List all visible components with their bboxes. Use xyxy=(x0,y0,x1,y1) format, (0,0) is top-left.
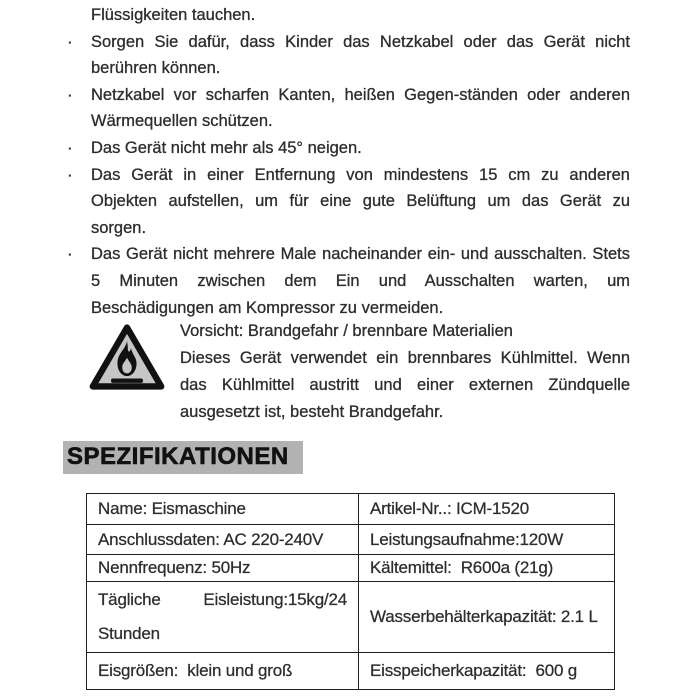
warning-line: Dieses Gerät verwendet ein brennbares Kühlmittel. Wenn xyxy=(180,348,630,367)
cell-nennfrequenz: Nennfrequenz: 50Hz xyxy=(87,555,359,582)
list-item-line: Das Gerät nicht mehr als 45° neigen. xyxy=(91,138,362,157)
list-item xyxy=(67,135,630,162)
specifications-table xyxy=(86,493,615,690)
table-row xyxy=(87,525,615,555)
bullet-marker: · xyxy=(67,137,73,157)
list-item-line: Flüssigkeiten tauchen. xyxy=(91,6,256,24)
list-item-line: Das Gerät in einer Entfernung von mindestens 15 cm zu anderen xyxy=(91,165,630,184)
list-item-line: berühren können. xyxy=(91,59,221,78)
specifications-table-wrap xyxy=(86,493,615,690)
list-item xyxy=(67,241,630,321)
list-item-line: Objekten aufstellen, um für eine gute Belüftung um das Gerät zu xyxy=(91,192,630,211)
safety-instructions-list xyxy=(0,2,700,321)
cell-name: Name: Eismaschine xyxy=(87,494,359,525)
cell-kaeltemittel: Kältemittel: R600a (21g) xyxy=(359,555,615,582)
cell-anschlussdaten: Anschlussdaten: AC 220-240V xyxy=(87,525,359,555)
bullet-marker: · xyxy=(67,164,73,184)
table-row xyxy=(87,494,615,525)
bullet-marker: · xyxy=(67,31,73,51)
bullet-marker: · xyxy=(67,84,73,104)
list-item-line: Sorgen Sie dafür, dass Kinder das Netzkabel oder das Gerät nicht xyxy=(91,32,630,51)
list-item-line: sorgen. xyxy=(91,218,147,237)
bullet-marker: · xyxy=(67,244,73,264)
list-item xyxy=(91,2,630,29)
list-item xyxy=(67,162,630,242)
list-item-line: Beschädigungen am Kompressor zu vermeiden. xyxy=(91,298,444,317)
cell-eisgroessen: Eisgrößen: klein und groß xyxy=(87,653,359,690)
table-row xyxy=(87,653,615,690)
cell-artikel-nr: Artikel-Nr..: ICM-1520 xyxy=(359,494,615,525)
flammable-materials-warning-icon xyxy=(87,322,167,426)
list-item-line: Das Gerät nicht mehrere Male nacheinander ein- und ausschalten. Stets xyxy=(91,245,630,264)
cell-leistungsaufnahme: Leistungsaufnahme:120W xyxy=(359,525,615,555)
warning-text xyxy=(180,318,630,426)
cell-eisspeicherkapazitaet: Eisspeicherkapazität: 600 g xyxy=(359,653,615,690)
fire-hazard-warning xyxy=(87,318,630,426)
list-item-line: Netzkabel vor scharfen Kanten, heißen Gegen-ständen oder anderen xyxy=(91,85,630,104)
list-item xyxy=(67,82,630,135)
cell-line: Tägliche Eisleistung:15kg/24 xyxy=(98,590,347,609)
warning-line: Vorsicht: Brandgefahr / brennbare Materialien xyxy=(180,322,513,340)
warning-line: ausgesetzt ist, besteht Brandgefahr. xyxy=(180,402,444,421)
table-row xyxy=(87,555,615,582)
section-heading-spezifikationen: SPEZIFIKATIONEN xyxy=(63,441,303,474)
cell-wasserbehaelterkapazitaet: Wasserbehälterkapazität: 2.1 L xyxy=(359,582,615,653)
table-row xyxy=(87,582,615,653)
cell-line: Stunden xyxy=(98,624,160,643)
cell-taegliche-eisleistung xyxy=(87,582,359,653)
list-item-line: 5 Minuten zwischen dem Ein und Ausschalten warten, um xyxy=(91,271,630,290)
warning-line: das Kühlmittel austritt und einer externen Zündquelle xyxy=(180,375,630,394)
list-item-line: Wärmequellen schützen. xyxy=(91,112,273,131)
list-item xyxy=(67,29,630,82)
